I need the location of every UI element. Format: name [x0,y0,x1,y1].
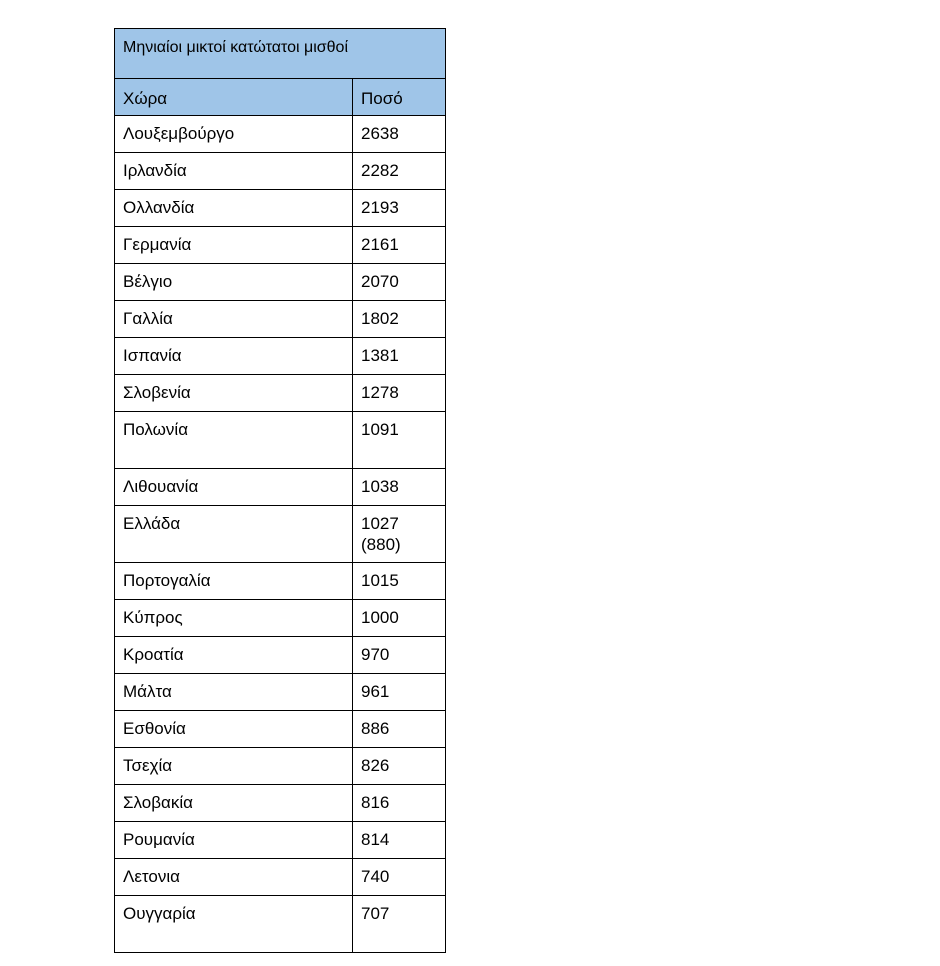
amount-cell: 826 [353,748,446,785]
country-cell: Ουγγαρία [115,896,353,953]
table-header-row [115,79,446,116]
amount-cell: 1091 [353,412,446,469]
table-row [115,469,446,506]
table-title: Μηνιαίοι μικτοί κατώτατοι μισθοί [115,29,446,79]
country-cell: Ρουμανία [115,822,353,859]
table-row [115,375,446,412]
table-row [115,748,446,785]
country-cell: Ελλάδα [115,506,353,563]
table-row [115,227,446,264]
amount-cell: 1000 [353,600,446,637]
table-row [115,896,446,953]
minimum-wage-table [114,28,446,953]
amount-note: (880) [361,535,401,554]
country-cell: Τσεχία [115,748,353,785]
amount-cell: 707 [353,896,446,953]
country-cell: Κύπρος [115,600,353,637]
table-row [115,785,446,822]
country-cell: Γερμανία [115,227,353,264]
table-row [115,563,446,600]
amount-cell: 2638 [353,116,446,153]
table-row [115,600,446,637]
amount-cell: 2070 [353,264,446,301]
table-row [115,822,446,859]
table-row [115,338,446,375]
country-cell: Πολωνία [115,412,353,469]
table-row [115,264,446,301]
country-cell: Ολλανδία [115,190,353,227]
amount-cell: 1015 [353,563,446,600]
amount-cell: 1802 [353,301,446,338]
amount-cell: 814 [353,822,446,859]
country-cell: Ισπανία [115,338,353,375]
country-cell: Λιθουανία [115,469,353,506]
country-cell: Λετονια [115,859,353,896]
country-cell: Γαλλία [115,301,353,338]
amount-value: 1027 [361,514,399,533]
amount-cell: 970 [353,637,446,674]
table-row [115,674,446,711]
amount-cell: 1278 [353,375,446,412]
amount-cell: 2282 [353,153,446,190]
country-cell: Λουξεμβούργο [115,116,353,153]
table-row [115,301,446,338]
country-cell: Ιρλανδία [115,153,353,190]
amount-cell: 740 [353,859,446,896]
amount-cell: 2193 [353,190,446,227]
table-row [115,116,446,153]
country-cell: Κροατία [115,637,353,674]
amount-cell: 886 [353,711,446,748]
table-row [115,506,446,563]
amount-cell: 1381 [353,338,446,375]
table-row [115,412,446,469]
country-cell: Εσθονία [115,711,353,748]
table-row [115,859,446,896]
country-cell: Μάλτα [115,674,353,711]
table-row [115,711,446,748]
amount-cell: 816 [353,785,446,822]
table-caption-row [115,29,446,79]
country-cell: Σλοβακία [115,785,353,822]
amount-cell [353,506,446,563]
country-cell: Σλοβενία [115,375,353,412]
table-row [115,637,446,674]
table-row [115,153,446,190]
header-amount: Ποσό [353,79,446,116]
header-country: Χώρα [115,79,353,116]
amount-cell: 961 [353,674,446,711]
country-cell: Βέλγιο [115,264,353,301]
amount-cell: 1038 [353,469,446,506]
amount-cell: 2161 [353,227,446,264]
table-row [115,190,446,227]
country-cell: Πορτογαλία [115,563,353,600]
